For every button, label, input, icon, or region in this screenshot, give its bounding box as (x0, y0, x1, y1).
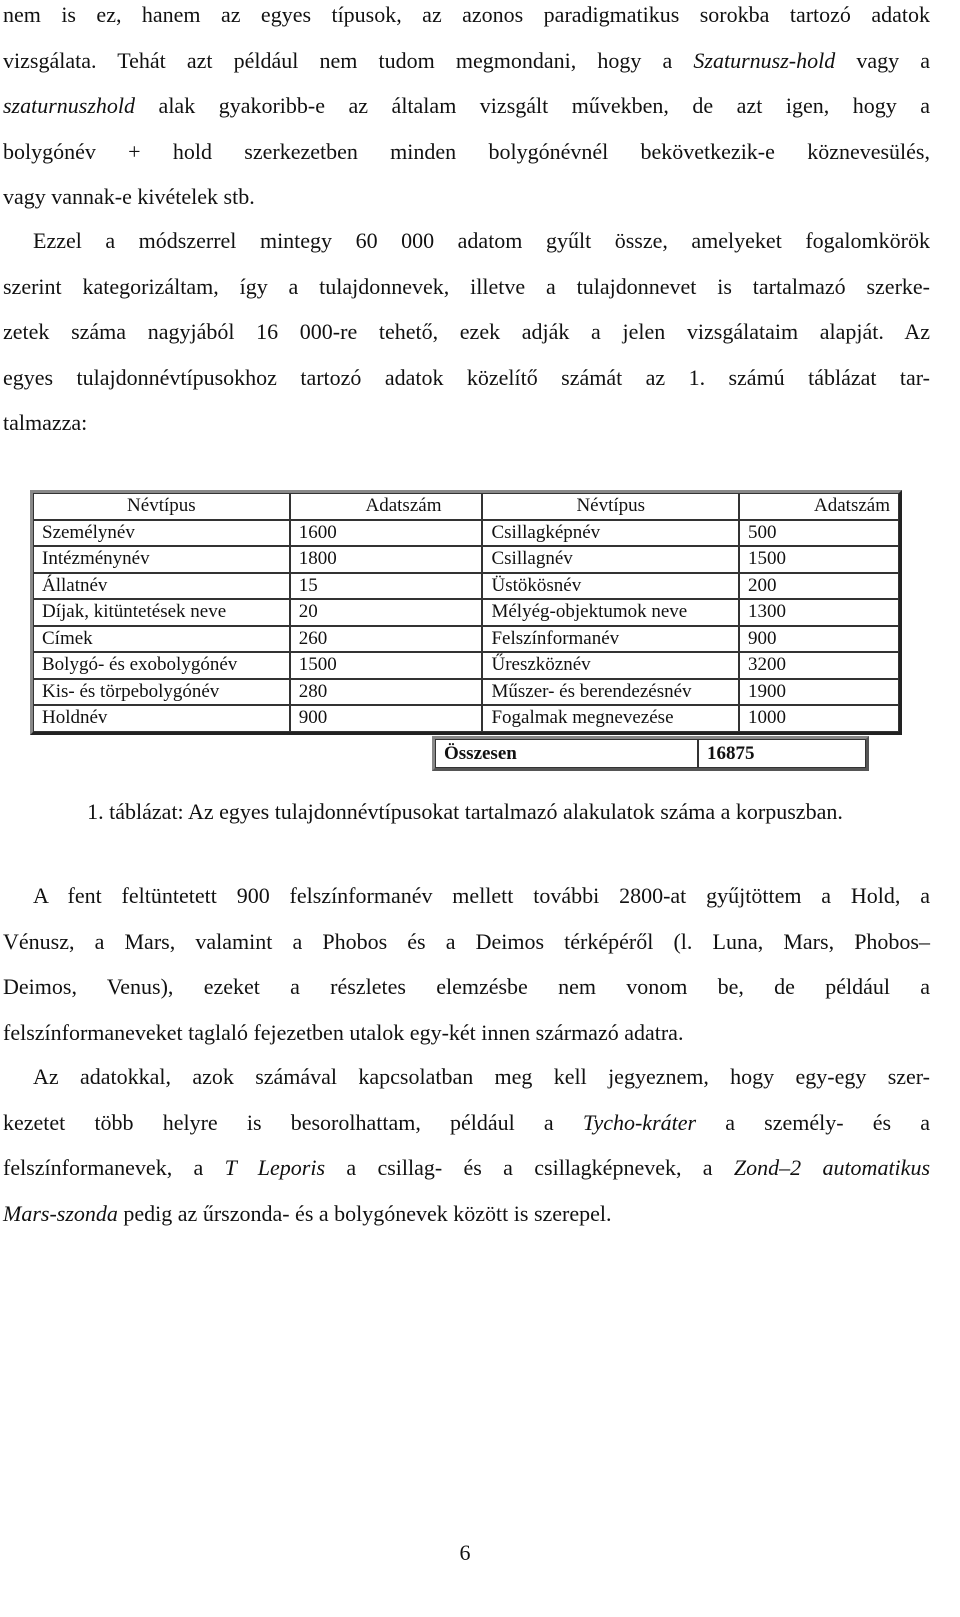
table-row (33, 599, 899, 626)
table-cell: Személynév (33, 520, 290, 547)
text-line: Ezzel a módszerrel mintegy 60 000 adatom gyűlt össze, amelyeket fogalomkörök (33, 228, 930, 253)
total-value: 16875 (698, 739, 866, 768)
table-header-row (33, 493, 899, 520)
table-cell: Üstökösnév (482, 573, 739, 600)
table-row (33, 652, 899, 679)
text-line: egyes tulajdonnévtípusokhoz tartozó adatok közelítő számát az 1. számú táblázat tar- (3, 364, 930, 390)
text-line: talmazza: (3, 410, 88, 435)
column-header: Adatszám (739, 493, 899, 520)
table-cell: 260 (290, 626, 483, 653)
table-row (33, 705, 899, 732)
table-cell: Díjak, kitüntetések neve (33, 599, 290, 626)
column-header: Névtípus (33, 493, 290, 520)
table-cell: Felszínformanév (482, 626, 739, 653)
table-caption: 1. táblázat: Az egyes tulajdonnévtípusokat tartalmazó alakulatok száma a korpuszban. (87, 799, 843, 824)
table-cell: Csillagképnév (482, 520, 739, 547)
table-row (33, 546, 899, 573)
paragraph-4 (3, 1054, 930, 1236)
text-run: alak gyakoribb-e az általam vizsgált művekben, de azt igen, hogy a (135, 93, 930, 118)
column-header: Adatszám (290, 493, 483, 520)
table-cell: Kis- és törpebolygónév (33, 679, 290, 706)
table-cell: 900 (739, 626, 899, 653)
table-row (33, 573, 899, 600)
text-line: zetek száma nagyjából 16 000-re tehető, ezek adják a jelen vizsgálataim alapját. Az (3, 319, 930, 344)
italic-term: Tycho-kráter (582, 1109, 697, 1135)
text-line (3, 1191, 930, 1237)
table-cell: Címek (33, 626, 290, 653)
text-line (3, 83, 930, 129)
data-table (30, 490, 902, 735)
table-row (33, 626, 899, 653)
text-line: felszínformaneveket taglaló fejezetben utalok egy-két innen származó adatra. (3, 1019, 684, 1045)
total-label: Összesen (435, 739, 698, 768)
text-line: Deimos, Venus), ezeket a részletes elemzésbe nem vonom be, de például a (3, 974, 930, 999)
italic-term: szaturnuszhold (3, 93, 136, 118)
text-line (3, 1145, 930, 1191)
table-cell: 200 (739, 573, 899, 600)
table-cell: Holdnév (33, 705, 290, 732)
name-type-table (30, 490, 902, 735)
text-line: Vénusz, a Mars, valamint a Phobos és a Deimos térképéről (l. Luna, Mars, Phobos– (3, 928, 930, 954)
text-line: Az adatokkal, azok számával kapcsolatban meg kell jegyeznem, hogy egy-egy szer- (33, 1064, 930, 1089)
table-row (33, 679, 899, 706)
total-row (435, 739, 866, 768)
text-line: szerint kategorizáltam, így a tulajdonnevek, illetve a tulajdonnevet is tartalmazó szerke- (3, 273, 930, 299)
text-run: pedig az űrszonda- és a bolygónevek között is szerepel. (117, 1200, 612, 1226)
table-cell: 1500 (739, 546, 899, 573)
table-cell: Műszer- és berendezésnév (482, 679, 739, 706)
table-cell: Fogalmak megnevezése (482, 705, 739, 732)
text-run: a személy- és a (696, 1109, 930, 1135)
table-cell: 280 (290, 679, 483, 706)
table-cell: 1500 (290, 652, 483, 679)
table-cell: Csillagnév (482, 546, 739, 573)
table-cell: Bolygó- és exobolygónév (33, 652, 290, 679)
table-cell: 3200 (739, 652, 899, 679)
table-cell: 1900 (739, 679, 899, 706)
table-cell: 20 (290, 599, 483, 626)
italic-term: Mars-szonda (3, 1200, 118, 1226)
italic-term: T Leporis (224, 1155, 326, 1180)
text-line: A fent feltüntetett 900 felszínformanév mellett további 2800-at gyűjtöttem a Hold, a (33, 883, 930, 908)
text-run: kezetet több helyre is besorolhattam, például a (3, 1109, 583, 1135)
table-cell: 900 (290, 705, 483, 732)
text-run: vizsgálata. Tehát azt például nem tudom megmondani, hogy a (3, 47, 694, 73)
column-header: Névtípus (482, 493, 739, 520)
table-cell: 1800 (290, 546, 483, 573)
paragraph-1 (3, 0, 930, 220)
table-cell: Mélyég-objektumok neve (482, 599, 739, 626)
text-line: vagy vannak-e kivételek stb. (3, 184, 255, 209)
table-cell: 1600 (290, 520, 483, 547)
paragraph-3 (3, 873, 930, 1055)
text-run: felszínformanevek, a (3, 1155, 225, 1180)
page-number: 6 (459, 1540, 471, 1565)
table-cell: Állatnév (33, 573, 290, 600)
table-cell: Űreszköznév (482, 652, 739, 679)
table-cell: 15 (290, 573, 483, 600)
table-cell: Intézménynév (33, 546, 290, 573)
table-row (33, 520, 899, 547)
text-run: a csillag- és a csillagképnevek, a (325, 1155, 734, 1180)
text-line (3, 1100, 930, 1146)
text-line (3, 38, 930, 84)
text-line: nem is ez, hanem az egyes típusok, az azonos paradigmatikus sorokba tartozó adatok (3, 2, 930, 27)
table-cell: 1000 (739, 705, 899, 732)
text-run: vagy a (835, 47, 931, 73)
table-cell: 500 (739, 520, 899, 547)
table-cell: 1300 (739, 599, 899, 626)
paragraph-2 (3, 218, 930, 446)
text-line: bolygónév + hold szerkezetben minden bolygónévnél bekövetkezik-e köznevesülés, (3, 138, 930, 164)
italic-term: Zond–2 automatikus (733, 1155, 930, 1180)
total-table (432, 736, 869, 771)
italic-term: Szaturnusz-hold (693, 47, 836, 73)
